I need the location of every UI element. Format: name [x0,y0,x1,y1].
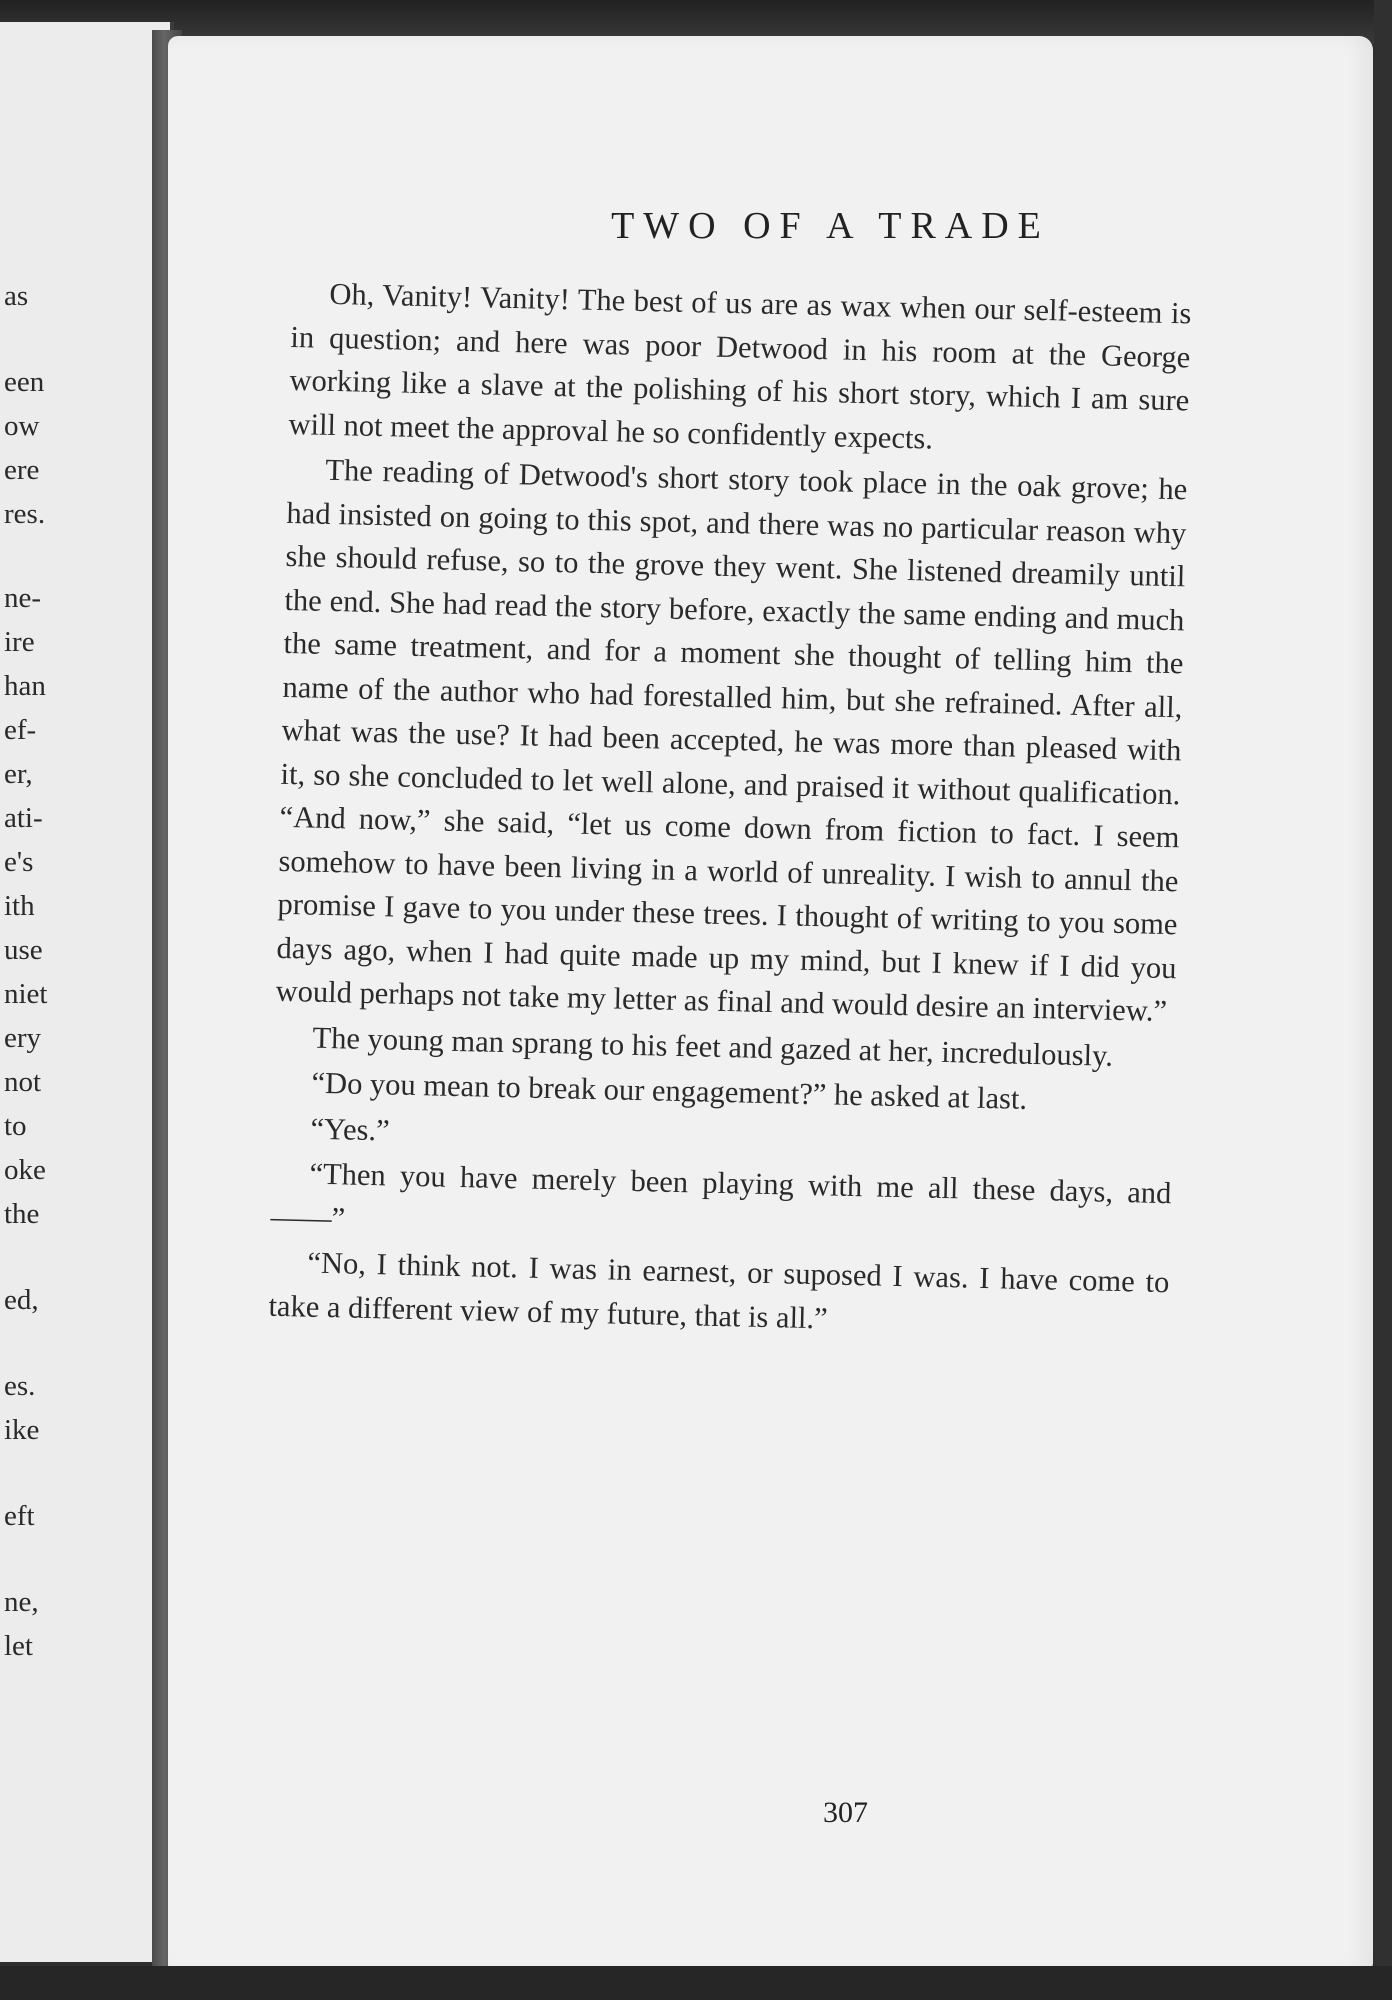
left-page-fragment: use [4,934,43,966]
left-page-fragment: ef- [4,714,37,746]
paragraph: The young man sprang to his feet and gazed at her, incredulously. [312,1020,1114,1073]
left-page-fragment: as [4,280,29,312]
paragraph: The reading of Detwood's short story took place in the oak grove; he had insisted on going to this spot, and there was no particular reason why she should refuse, so to the grove they went. She listened dreamily until the end. She had read the story before, exactly the same ending and much the same treatment, and for a moment she thought of telling him the name of the author who had forestalled him, but she refrained. After all, what was the use? It had been accepted, he was more than pleased with it, so she concluded to let well alone, and praised it without qualification. “And now,” she said, “let us come down from fiction to fact. I seem somehow to have been living in a world of unreality. I wish to annul the promise I gave to you under these trees. I thought of writing to you some days ago, when I had quite made up my mind, but I knew if I did you would perhaps not take my letter as final and would desire an interview.” [275,452,1188,1029]
left-page-fragment: the [4,1198,40,1230]
page-number: 307 [823,1796,868,1829]
left-page-fragment: ne- [4,582,42,614]
paragraph: “Do you mean to break our engagement?” he asked at last. [311,1065,1028,1116]
paragraph: Oh, Vanity! Vanity! The best of us are as wax when our self-esteem is in question; and here was poor Detwood in his room at the George working like a slave at the polishing of his short story, which I am sure will not meet the approval he so confidently expects. [288,276,1192,456]
paragraph: “Yes.” [310,1111,391,1147]
scan-border-right [1374,0,1392,2000]
left-page-fragment: not [4,1066,42,1098]
body-text [268,272,1192,1350]
paragraph: “Then you have merely been playing with me all these days, and——” [270,1156,1172,1235]
left-page-fragment: e's [4,846,34,878]
left-page-fragment: ire [4,626,35,658]
left-page-fragment: ed, [4,1284,39,1316]
left-page-fragment: es. [4,1370,36,1402]
left-page-fragment: ati- [4,802,43,834]
scan-border-bottom [0,1966,1392,2000]
left-page-fragment: let [4,1630,33,1662]
paragraph: “No, I think not. I was in earnest, or suposed I was. I have come to take a different view of my future, that is all.” [268,1245,1170,1335]
left-page-fragment: han [4,670,46,702]
left-page-fragment: oke [4,1154,46,1186]
left-page-fragment: ith [4,890,35,922]
left-page-fragment: res. [4,498,46,530]
left-page-fragment: ery [4,1022,42,1054]
left-page-fragment: ike [4,1414,40,1446]
left-page-fragment: to [4,1110,27,1142]
left-page-fragment: er, [4,758,33,790]
running-head: TWO OF A TRADE [611,205,1050,247]
left-page-fragment: niet [4,978,48,1010]
left-page-fragment: ow [4,410,40,442]
left-page-fragment: ere [4,454,40,486]
left-page-fragment: eft [4,1500,35,1532]
left-page [0,22,174,1962]
left-page-fragment: ne, [4,1586,39,1618]
right-page [168,36,1373,1971]
left-page-fragment: een [4,366,45,398]
